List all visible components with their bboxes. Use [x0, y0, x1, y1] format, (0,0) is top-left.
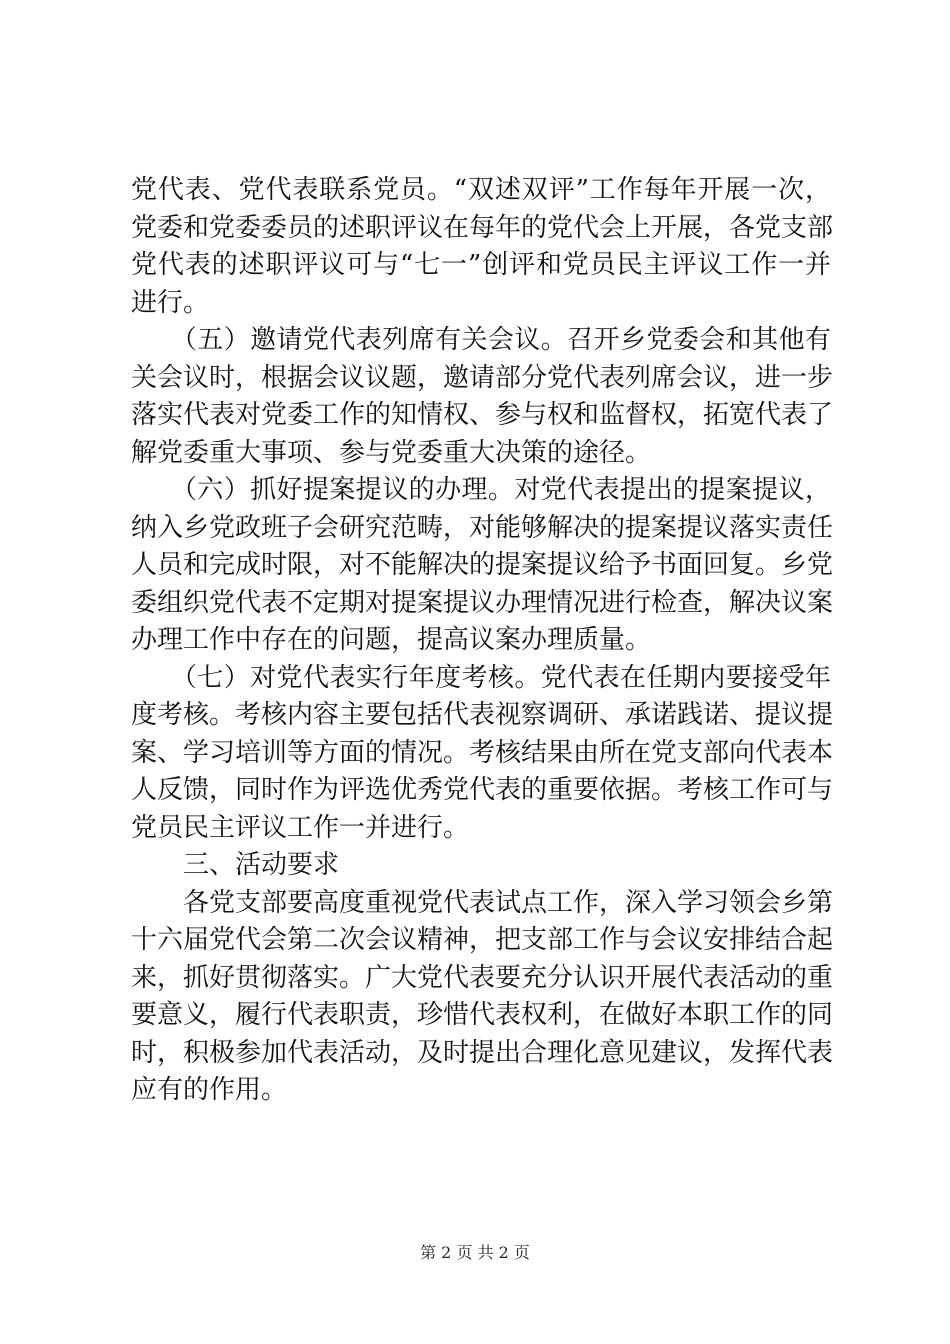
- text-line: 纳入乡党政班子会研究范畴，对能够解决的提案提议落实责任: [131, 512, 834, 543]
- text-line: 委组织党代表不定期对提案提议办理情况进行检查，解决议案: [131, 587, 834, 618]
- text-line: 办理工作中存在的问题，提高议案办理质量。: [131, 625, 652, 655]
- page-footer: 第 2 页 共 2 页: [420, 1243, 530, 1262]
- text-line: 来，抓好贯彻落实。广大党代表要充分认识开展代表活动的重: [131, 962, 834, 993]
- text-line: 时，积极参加代表活动，及时提出合理化意见建议，发挥代表: [131, 1037, 834, 1068]
- text-line: 应有的作用。: [131, 1075, 288, 1105]
- text-line: 党员民主评议工作一并进行。: [131, 812, 470, 843]
- text-line: 各党支部要高度重视党代表试点工作，深入学习领会乡第: [131, 887, 834, 918]
- text-line: 党委和党委委员的述职评议在每年的党代会上开展，各党支部: [131, 212, 834, 243]
- text-line: 十六届党代会第二次会议精神，把支部工作与会议安排结合起: [131, 925, 834, 955]
- text-line: 人反馈，同时作为评选优秀党代表的重要依据。考核工作可与: [131, 775, 834, 805]
- text-line: （六）抓好提案提议的办理。对党代表提出的提案提议，: [131, 475, 831, 505]
- text-line: 度考核。考核内容主要包括代表视察调研、承诺践诺、提议提: [131, 700, 834, 730]
- text-line: 案、学习培训等方面的情况。考核结果由所在党支部向代表本: [131, 737, 834, 768]
- section-heading: 三、活动要求: [131, 850, 340, 880]
- text-line: 解党委重大事项、参与党委重大决策的途径。: [131, 437, 652, 468]
- text-line: 进行。: [131, 287, 210, 318]
- text-line: 人员和完成时限，对不能解决的提案提议给予书面回复。乡党: [131, 550, 834, 580]
- text-line: 党代表、党代表联系党员。“双述双评”工作每年开展一次，: [131, 175, 831, 205]
- document-body: [131, 172, 834, 1110]
- text-line: 要意义，履行代表职责，珍惜代表权利，在做好本职工作的同: [131, 1000, 834, 1030]
- text-line: （五）邀请党代表列席有关会议。召开乡党委会和其他有: [131, 325, 831, 355]
- text-line: 落实代表对党委工作的知情权、参与权和监督权，拓宽代表了: [131, 400, 834, 430]
- text-line: 党代表的述职评议可与“七一”创评和党员民主评议工作一并: [131, 250, 831, 280]
- text-line: 关会议时，根据会议议题，邀请部分党代表列席会议，进一步: [131, 362, 834, 393]
- text-line: （七）对党代表实行年度考核。党代表在任期内要接受年: [131, 662, 831, 693]
